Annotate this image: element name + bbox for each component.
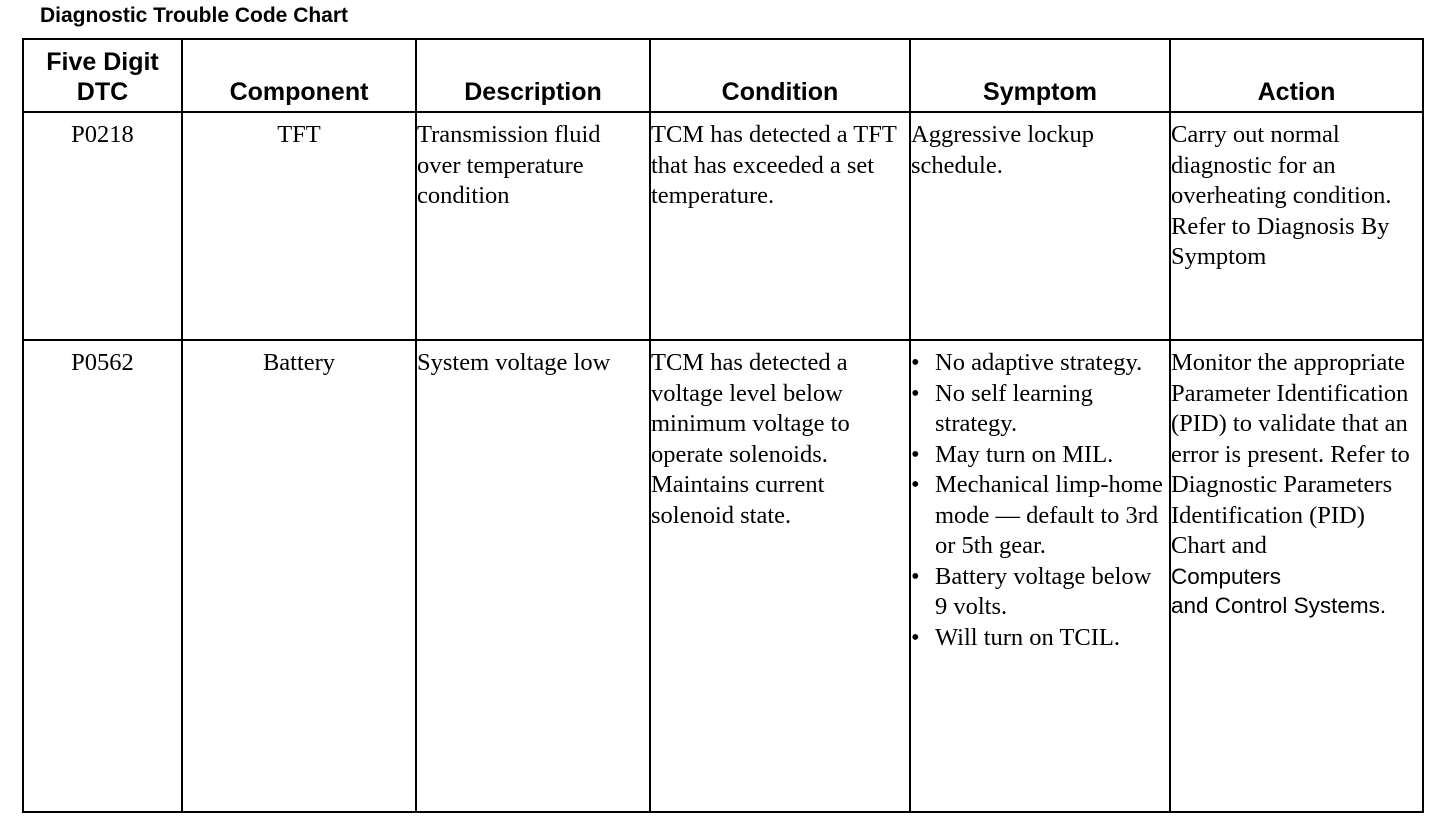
symptom-text: Battery voltage below 9 volts. (935, 562, 1152, 620)
symptom-list-item (911, 348, 1169, 379)
action-reference-line1: Computers (1171, 563, 1282, 589)
symptom-list-item (911, 470, 1169, 562)
header-symptom: Symptom (910, 39, 1170, 112)
table-row (23, 340, 1423, 812)
symptom-cell (910, 340, 1170, 812)
symptom-text: May turn on MIL. (935, 440, 1114, 468)
dtc-code-cell: P0218 (23, 112, 182, 340)
condition-cell: TCM has detected a voltage level below minimum voltage to operate solenoids. Maintains current solenoid state. (650, 340, 910, 812)
action-cell: Carry out normal diagnostic for an overheating condition. Refer to Diagnosis By Symptom (1170, 112, 1423, 340)
description-cell: System voltage low (416, 340, 650, 812)
bullet-icon: • (911, 440, 920, 468)
table-header-row (23, 39, 1423, 112)
chart-title: Diagnostic Trouble Code Chart (40, 4, 349, 27)
symptom-list-item (911, 440, 1169, 471)
action-text: Monitor the appropriate Parameter Identification (PID) to validate that an error is present. Refer to Diagnostic Parameters Identification (PID) Chart and (1171, 349, 1410, 559)
condition-cell: TCM has detected a TFT that has exceeded a set temperature. (650, 112, 910, 340)
bullet-icon: • (911, 562, 920, 590)
header-code-line1: Five Digit (46, 48, 159, 76)
header-component: Component (182, 39, 416, 112)
symptom-list-item (911, 623, 1169, 654)
symptom-text: No adaptive strategy. (935, 349, 1143, 376)
bullet-icon: • (911, 623, 920, 651)
header-description: Description (416, 39, 650, 112)
symptom-list (911, 348, 1169, 653)
bullet-icon: • (911, 471, 920, 498)
dtc-code-cell: P0562 (23, 340, 182, 812)
header-five-digit-dtc (23, 39, 182, 112)
component-cell: TFT (182, 112, 416, 340)
header-condition: Condition (650, 39, 910, 112)
symptom-list-item (911, 379, 1169, 440)
dtc-table (22, 38, 1424, 813)
symptom-text: Mechanical limp-home mode — default to 3rd or 5th gear. (935, 471, 1163, 559)
action-cell (1170, 340, 1423, 812)
description-cell: Transmission fluid over temperature condition (416, 112, 650, 340)
symptom-text: No self learning strategy. (935, 379, 1093, 437)
table-row (23, 112, 1423, 340)
component-cell: Battery (182, 340, 416, 812)
bullet-icon: • (911, 379, 920, 407)
action-reference-line2: and Control Systems. (1171, 592, 1387, 618)
bullet-icon: • (911, 349, 920, 376)
header-action: Action (1170, 39, 1423, 112)
symptom-list-item (911, 562, 1169, 623)
symptom-cell: Aggressive lockup schedule. (910, 112, 1170, 340)
symptom-text: Will turn on TCIL. (935, 623, 1121, 651)
header-code-line2: DTC (76, 78, 129, 106)
